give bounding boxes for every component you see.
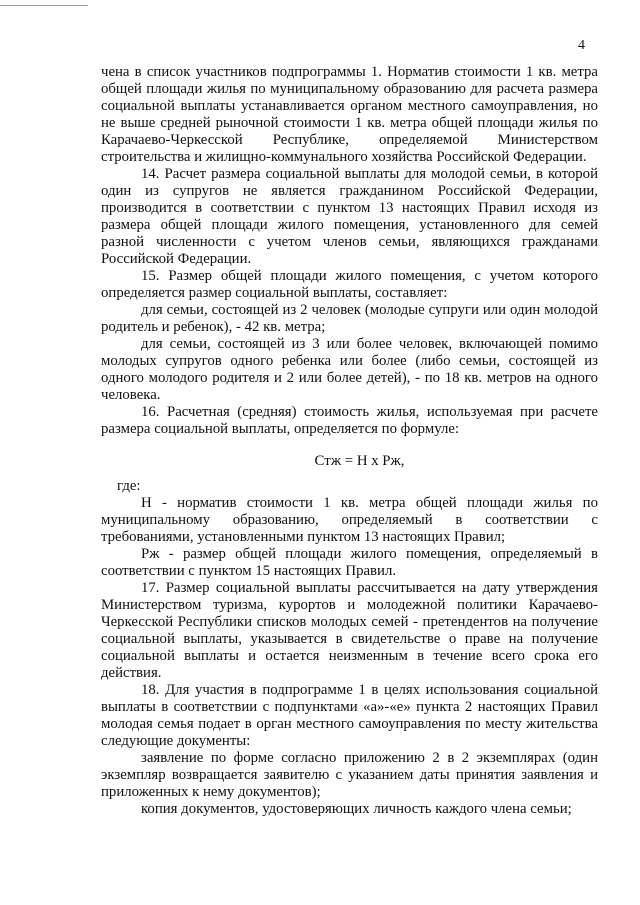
list-item-three-or-more: для семьи, состоящей из 3 или более человек, включающей помимо молодых супругов одного ребенка или более (либо семьи, состоящей из одного молодого родителя и 2 или более детей), - по 18 кв. метров на одного человека. (101, 336, 598, 403)
paragraph-15: 15. Размер общей площади жилого помещения, с учетом которого определяется размер социальной выплаты, составляет: (101, 268, 598, 301)
definition-rzh: Рж - размер общей площади жилого помещения, определяемый в соответствии с пунктом 15 настоящих Правил. (101, 546, 598, 579)
paragraph-18: 18. Для участия в подпрограмме 1 в целях использования социальной выплаты в соответствии с подпунктами «а»-«е» пункта 2 настоящих Правил молодая семья подает в орган местного самоуправления по месту жительства следующие документы: (101, 682, 598, 749)
definition-h: Н - норматив стоимости 1 кв. метра общей площади жилья по муниципальному образованию, определяемый в соответствии с требованиями, установленными пунктом 13 настоящих Правил; (101, 495, 598, 545)
list-item-two-persons: для семьи, состоящей из 2 человек (молодые супруги или один молодой родитель и ребенок), - 42 кв. метра; (101, 302, 598, 335)
document-body (101, 64, 598, 818)
list-item-application: заявление по форме согласно приложению 2 в 2 экземплярах (один экземпляр возвращается заявителю с указанием даты принятия заявления и приложенных к нему документов); (101, 750, 598, 800)
formula: Стж = Н х Рж, (314, 453, 405, 469)
page-number: 4 (578, 38, 585, 53)
formula-where-label: где: (117, 478, 141, 494)
paragraph-16: 16. Расчетная (средняя) стоимость жилья, используемая при расчете размера социальной выплаты, определяется по формуле: (101, 404, 598, 437)
paragraph-17: 17. Размер социальной выплаты рассчитывается на дату утверждения Министерством туризма, курортов и молодежной политики Карачаево-Черкесской Республики списков молодых семей - претендентов на получение социальной выплаты, указывается в свидетельстве о праве на получение социальной выплаты и остается неизменным в течение всего срока его действия. (101, 580, 598, 681)
top-rule (0, 5, 88, 6)
list-item-identity-copies: копия документов, удостоверяющих личность каждого члена семьи; (141, 801, 572, 817)
paragraph-14: 14. Расчет размера социальной выплаты для молодой семьи, в которой один из супругов не является гражданином Российской Федерации, производится в соответствии с пунктом 13 настоящих Правил исходя из размера общей площади жилого помещения, установленного для семей разной численности с учетом членов семьи, являющихся гражданами Российской Федерации. (101, 166, 598, 267)
paragraph-continuation: чена в список участников подпрограммы 1. Норматив стоимости 1 кв. метра общей площади жилья по муниципальному образованию для расчета размера социальной выплаты устанавливается органом местного самоуправления, но не выше средней рыночной стоимости 1 кв. метра общей площади жилья по Карачаево-Черкесской Республике, определяемой Министерством строительства и жилищно-коммунального хозяйства Российской Федерации. (101, 64, 598, 165)
